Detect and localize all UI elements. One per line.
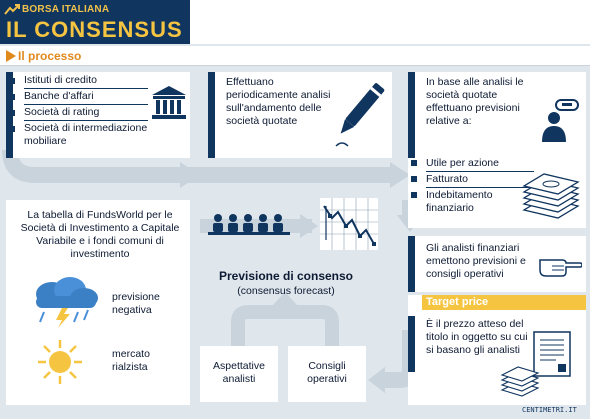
step3-item: Indebitamento finanziario xyxy=(426,189,493,214)
analyst-icon xyxy=(536,98,582,144)
target-label: Target price xyxy=(426,296,489,308)
step3-bullet xyxy=(411,176,417,182)
target-side-bar xyxy=(408,316,415,372)
pointing-hand-icon xyxy=(538,252,582,278)
target-text: È il prezzo atteso del titolo in oggetto su cui si basano gli analisti xyxy=(426,318,528,356)
step1-item: Istituti di credito xyxy=(24,73,148,89)
money-stack-icon xyxy=(520,170,582,222)
step1-bullet xyxy=(9,94,15,100)
page-title: IL CONSENSUS xyxy=(6,17,183,42)
market-bullish-label: mercato rialzista xyxy=(112,348,150,373)
bank-icon xyxy=(150,84,188,122)
advice-label: Consigli operativi xyxy=(307,360,347,385)
section-title: Il processo xyxy=(18,49,82,63)
pen-icon xyxy=(328,76,388,150)
expectations-label: Aspettative analisti xyxy=(213,360,265,385)
step3-list xyxy=(426,156,534,216)
section-bar xyxy=(0,46,590,66)
step3-bar xyxy=(408,72,415,158)
consensus-subtitle: (consensus forecast) xyxy=(237,285,335,297)
money-stack-small-icon xyxy=(500,366,540,400)
analysts-group-icon xyxy=(206,210,292,240)
step1-bullet xyxy=(9,110,15,116)
step3-bullet xyxy=(411,192,417,198)
sun-icon xyxy=(36,338,84,386)
credit-text: CENTIMETRI.IT xyxy=(522,406,577,414)
bull-logo-icon xyxy=(4,4,20,18)
header-bar xyxy=(0,0,190,44)
brand-name: BORSA ITALIANA xyxy=(22,4,110,15)
step1-item: Società di rating xyxy=(24,105,148,121)
step3-item: Utile per azione xyxy=(426,156,534,172)
step3-item: Fatturato xyxy=(426,172,534,188)
header xyxy=(0,0,590,44)
step2-bar xyxy=(208,72,215,158)
step1-item: Società di intermediazione mobiliare xyxy=(24,122,148,147)
arrow-right-icon xyxy=(6,50,16,62)
forecast-negative-label: previsione negativa xyxy=(112,291,160,316)
step1-item: Banche d'affari xyxy=(24,89,148,105)
step3-text: In base alle analisi le società quotate effettuano previsioni relative a: xyxy=(426,76,524,127)
fundsworld-text: La tabella di FundsWorld per le Società di Investimento a Capitale Variabile e i fondi comuni di investimento xyxy=(20,209,180,260)
step4-bar xyxy=(408,236,415,292)
step3-bullet xyxy=(411,160,417,166)
step4-text: Gli analisti finanziari emettono previsioni e consigli operativi xyxy=(426,242,526,280)
consensus-title: Previsione di consenso xyxy=(218,269,354,283)
storm-cloud-icon xyxy=(22,276,104,328)
step1-list xyxy=(24,73,148,149)
step1-bullet xyxy=(9,126,15,132)
step1-bullet xyxy=(9,78,15,84)
consensus-chart-icon xyxy=(318,196,380,252)
step2-text: Effettuano periodicamente analisi sull'andamento delle società quotate xyxy=(226,76,331,127)
